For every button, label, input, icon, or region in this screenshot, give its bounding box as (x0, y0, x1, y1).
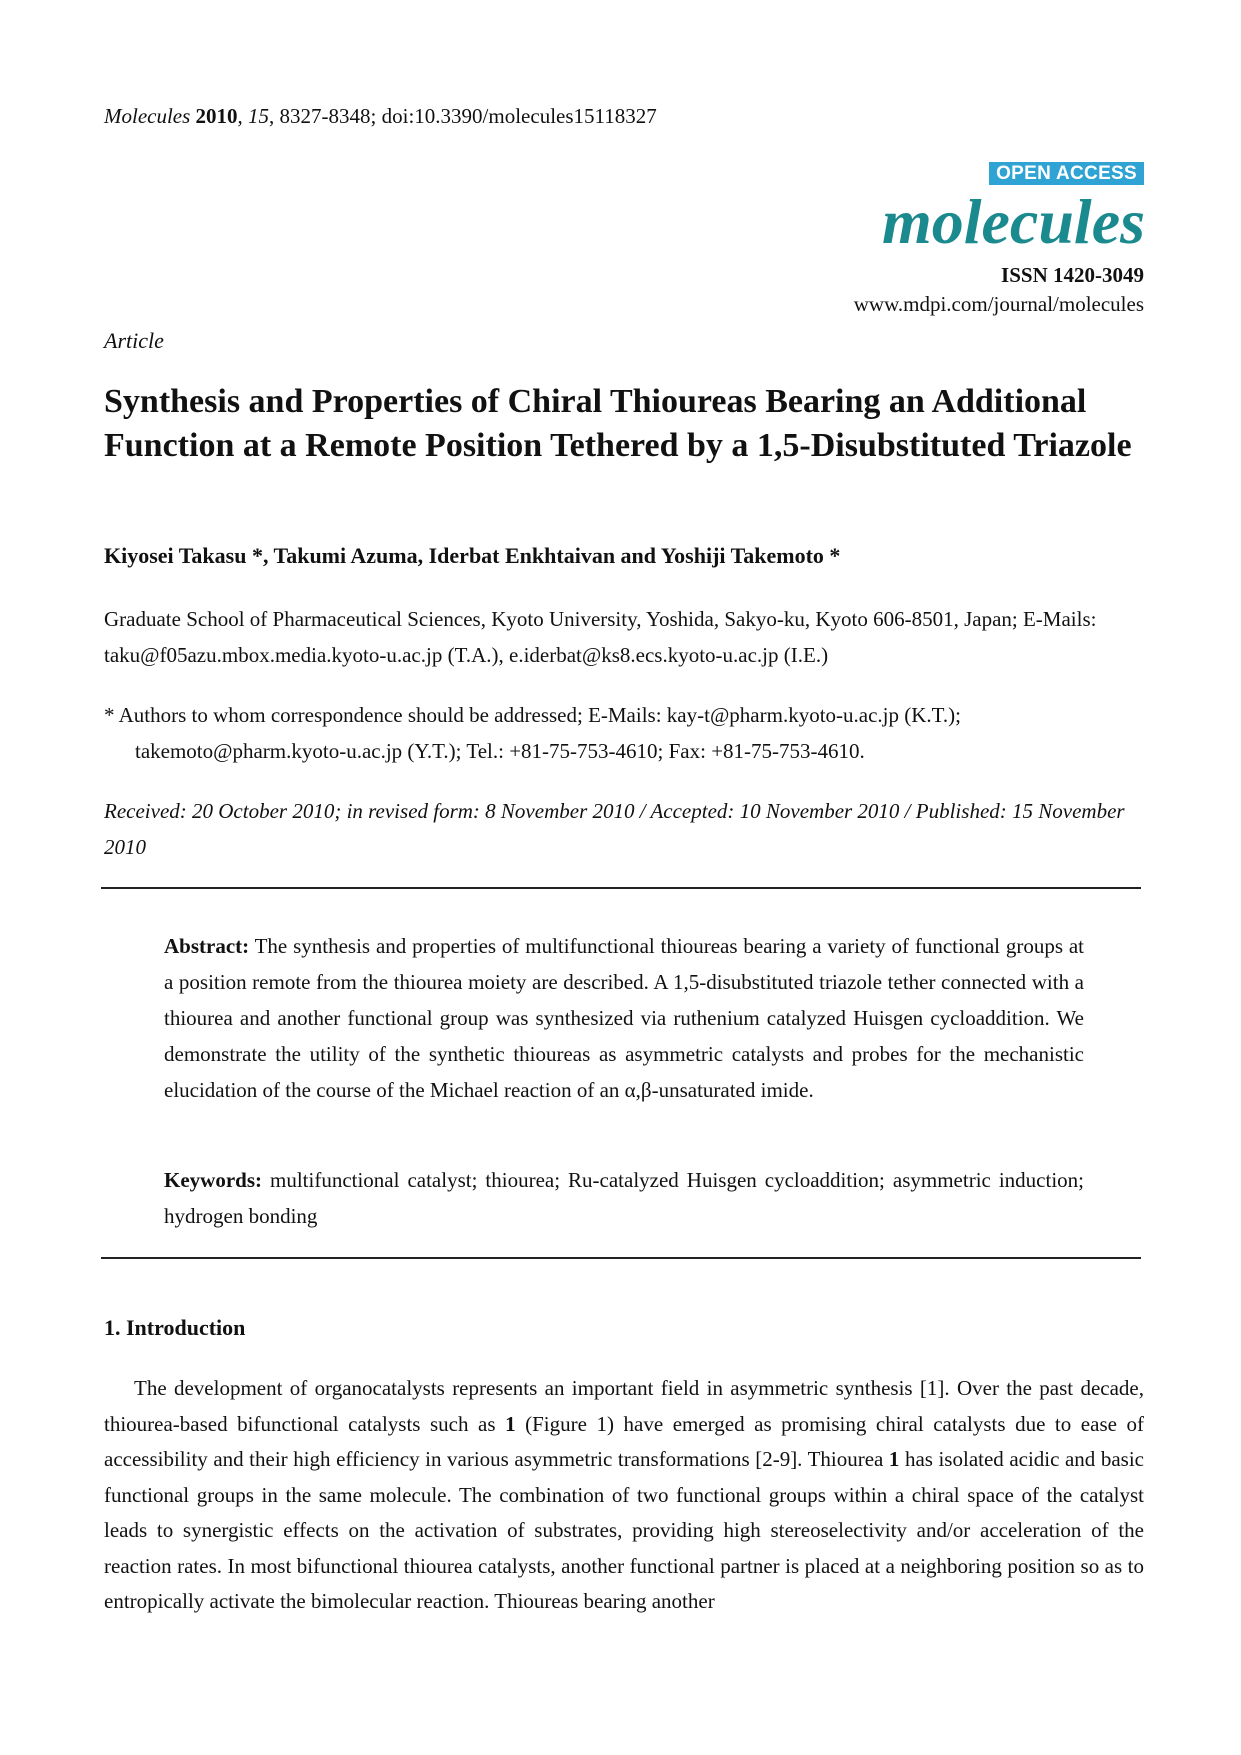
keywords-text: multifunctional catalyst; thiourea; Ru-catalyzed Huisgen cycloaddition; asymmetric induction; hydrogen bonding (164, 1168, 1084, 1228)
publication-dates: Received: 20 October 2010; in revised form: 8 November 2010 / Accepted: 10 November 2010 / Published: 15 November 2010 (104, 799, 1125, 859)
correspondence (104, 697, 1144, 769)
author-list: Kiyosei Takasu *, Takumi Azuma, Iderbat Enkhtaivan and Yoshiji Takemoto * (104, 543, 841, 568)
intro-text-c: (Figure 1) have emerged as promising chiral catalysts due to ease of accessibility and their high efficiency in various asymmetric transformations [2-9]. Thiourea (104, 1411, 1144, 1471)
compound-ref-1-second: 1 (888, 1447, 900, 1471)
citation-volume: 15 (248, 104, 270, 128)
citation-pages-doi: , 8327-8348; doi:10.3390/molecules15118327 (269, 104, 657, 128)
top-divider (101, 887, 1141, 889)
abstract (164, 928, 1084, 1108)
intro-text-d: has isolated acidic and basic functional groups in the same molecule. The combination of two functional groups within a chiral space of the catalyst leads to synergistic effects on the activation of substrates, providing high stereoselectivity and/or acceleration of the reaction rates. In most bifunctional thiourea catalysts, another functional partner is placed at a neighboring position so as to entropically activate the bimolecular reaction. Thioureas bearing another (104, 1447, 1144, 1613)
open-access-badge: OPEN ACCESS (989, 162, 1144, 185)
abstract-text: The synthesis and properties of multifunctional thioureas bearing a variety of functional groups at a position remote from the thiourea moiety are described. A 1,5-disubstituted triazole tether connected with a thiourea and another functional group was synthesized via ruthenium catalyzed Huisgen cycloaddition. We demonstrate the utility of the synthetic thioureas as asymmetric catalysts and probes for the mechanistic elucidation of the course of the Michael reaction of an α,β-unsaturated imide. (164, 934, 1084, 1102)
correspondence-line-1: * Authors to whom correspondence should be addressed; E-Mails: kay-t@pharm.kyoto-u.ac.jp (K.T.); (104, 703, 962, 727)
introduction-paragraph (104, 1371, 1144, 1620)
citation-year: 2010 (195, 104, 238, 128)
journal-logo: molecules (881, 186, 1145, 257)
intro-text-a: The development of organocatalysts represents an important field in asymmetric synthesis [1]. Over the past decade, thiourea-based bifunctional catalysts such as (104, 1376, 1144, 1436)
citation-line: Molecules 2010, 15, 8327-8348; doi:10.3390/molecules15118327 (104, 104, 657, 128)
article-type: Article (104, 328, 164, 353)
citation-journal: Molecules (104, 104, 191, 128)
bottom-divider (101, 1257, 1141, 1259)
compound-ref-1: 1 (505, 1411, 516, 1436)
issn: ISSN 1420-3049 (1001, 263, 1144, 287)
keywords-label: Keywords: (164, 1168, 262, 1192)
abstract-label: Abstract: (164, 934, 250, 958)
article-title: Synthesis and Properties of Chiral Thioureas Bearing an Additional Function at a Remote Position Tethered by a 1,5-Disubstituted Triazole (104, 383, 1132, 464)
affiliation: Graduate School of Pharmaceutical Sciences, Kyoto University, Yoshida, Sakyo-ku, Kyoto 606-8501, Japan; E-Mails: taku@f05azu.mbox.media.kyoto-u.ac.jp (T.A.), e.iderbat@ks8.ecs.kyoto-u.ac.jp (I.E.) (104, 607, 1097, 667)
correspondence-line-2: takemoto@pharm.kyoto-u.ac.jp (Y.T.); Tel.: +81-75-753-4610; Fax: +81-75-753-4610. (135, 739, 865, 763)
keywords (164, 1162, 1084, 1234)
journal-website[interactable]: www.mdpi.com/journal/molecules (853, 292, 1144, 316)
section-heading-introduction: 1. Introduction (104, 1315, 246, 1340)
